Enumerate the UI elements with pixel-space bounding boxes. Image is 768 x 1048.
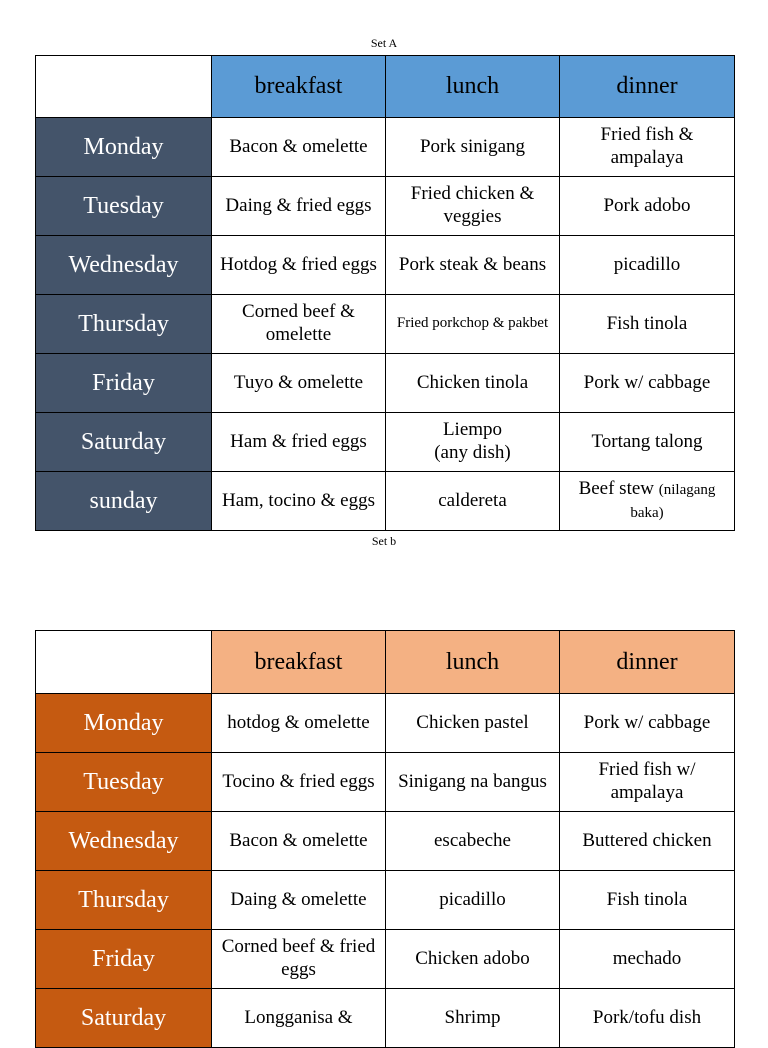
dinner-cell: picadillo (560, 236, 735, 295)
breakfast-cell: hotdog & omelette (212, 694, 386, 753)
lunch-cell: Pork steak & beans (386, 236, 560, 295)
breakfast-cell: Bacon & omelette (212, 812, 386, 871)
dinner-cell: Pork w/ cabbage (560, 354, 735, 413)
day-cell: Wednesday (36, 236, 212, 295)
lunch-cell: Liempo (any dish) (386, 413, 560, 472)
table-row (36, 118, 735, 177)
header-row (36, 631, 735, 694)
breakfast-cell: Daing & fried eggs (212, 177, 386, 236)
day-cell: sunday (36, 472, 212, 531)
lunch-cell: Chicken adobo (386, 930, 560, 989)
day-cell: Friday (36, 930, 212, 989)
lunch-cell: escabeche (386, 812, 560, 871)
table-row (36, 295, 735, 354)
dinner-cell: Pork/tofu dish (560, 989, 735, 1048)
lunch-cell: picadillo (386, 871, 560, 930)
header-breakfast: breakfast (212, 56, 386, 118)
day-cell: Wednesday (36, 812, 212, 871)
header-breakfast: breakfast (212, 631, 386, 694)
header-lunch: lunch (386, 56, 560, 118)
dinner-cell (560, 472, 735, 531)
header-row (36, 56, 735, 118)
breakfast-cell: Ham, tocino & eggs (212, 472, 386, 531)
lunch-cell: Pork sinigang (386, 118, 560, 177)
day-cell: Saturday (36, 989, 212, 1048)
table-row (36, 753, 735, 812)
dinner-cell: Fish tinola (560, 871, 735, 930)
lunch-cell: Fried porkchop & pakbet (386, 295, 560, 354)
set-b-caption: Set b (371, 534, 397, 548)
header-dinner: dinner (560, 631, 735, 694)
dinner-cell: Fried fish & ampalaya (560, 118, 735, 177)
lunch-cell: Fried chicken & veggies (386, 177, 560, 236)
day-cell: Tuesday (36, 177, 212, 236)
breakfast-cell: Tuyo & omelette (212, 354, 386, 413)
table-row (36, 871, 735, 930)
breakfast-cell: Daing & omelette (212, 871, 386, 930)
set-a-caption: Set A (370, 36, 398, 50)
day-cell: Monday (36, 118, 212, 177)
header-dinner: dinner (560, 56, 735, 118)
lunch-cell: Sinigang na bangus (386, 753, 560, 812)
breakfast-cell: Hotdog & fried eggs (212, 236, 386, 295)
table-row (36, 236, 735, 295)
table-row (36, 930, 735, 989)
dinner-cell: mechado (560, 930, 735, 989)
breakfast-cell: Corned beef & omelette (212, 295, 386, 354)
breakfast-cell: Ham & fried eggs (212, 413, 386, 472)
table-row (36, 812, 735, 871)
day-cell: Thursday (36, 871, 212, 930)
set-a-table (35, 55, 735, 531)
dinner-cell: Fried fish w/ ampalaya (560, 753, 735, 812)
set-b-table (35, 630, 735, 1048)
breakfast-cell: Tocino & fried eggs (212, 753, 386, 812)
lunch-cell: caldereta (386, 472, 560, 531)
table-row (36, 989, 735, 1048)
dinner-cell: Pork w/ cabbage (560, 694, 735, 753)
lunch-cell: Shrimp (386, 989, 560, 1048)
day-cell: Friday (36, 354, 212, 413)
table-row (36, 177, 735, 236)
breakfast-cell: Longganisa & (212, 989, 386, 1048)
header-lunch: lunch (386, 631, 560, 694)
corner-cell (36, 56, 212, 118)
table-row (36, 694, 735, 753)
table-row (36, 472, 735, 531)
dinner-cell: Fish tinola (560, 295, 735, 354)
table-row (36, 354, 735, 413)
day-cell: Monday (36, 694, 212, 753)
day-cell: Thursday (36, 295, 212, 354)
dinner-cell: Pork adobo (560, 177, 735, 236)
dinner-cell: Tortang talong (560, 413, 735, 472)
table-row (36, 413, 735, 472)
day-cell: Saturday (36, 413, 212, 472)
dinner-cell: Buttered chicken (560, 812, 735, 871)
dinner-main-text: Beef stew (578, 478, 655, 500)
lunch-cell: Chicken tinola (386, 354, 560, 413)
corner-cell (36, 631, 212, 694)
day-cell: Tuesday (36, 753, 212, 812)
breakfast-cell: Corned beef & fried eggs (212, 930, 386, 989)
breakfast-cell: Bacon & omelette (212, 118, 386, 177)
dinner-note-text: (nilagang baka) (630, 482, 716, 521)
lunch-cell: Chicken pastel (386, 694, 560, 753)
